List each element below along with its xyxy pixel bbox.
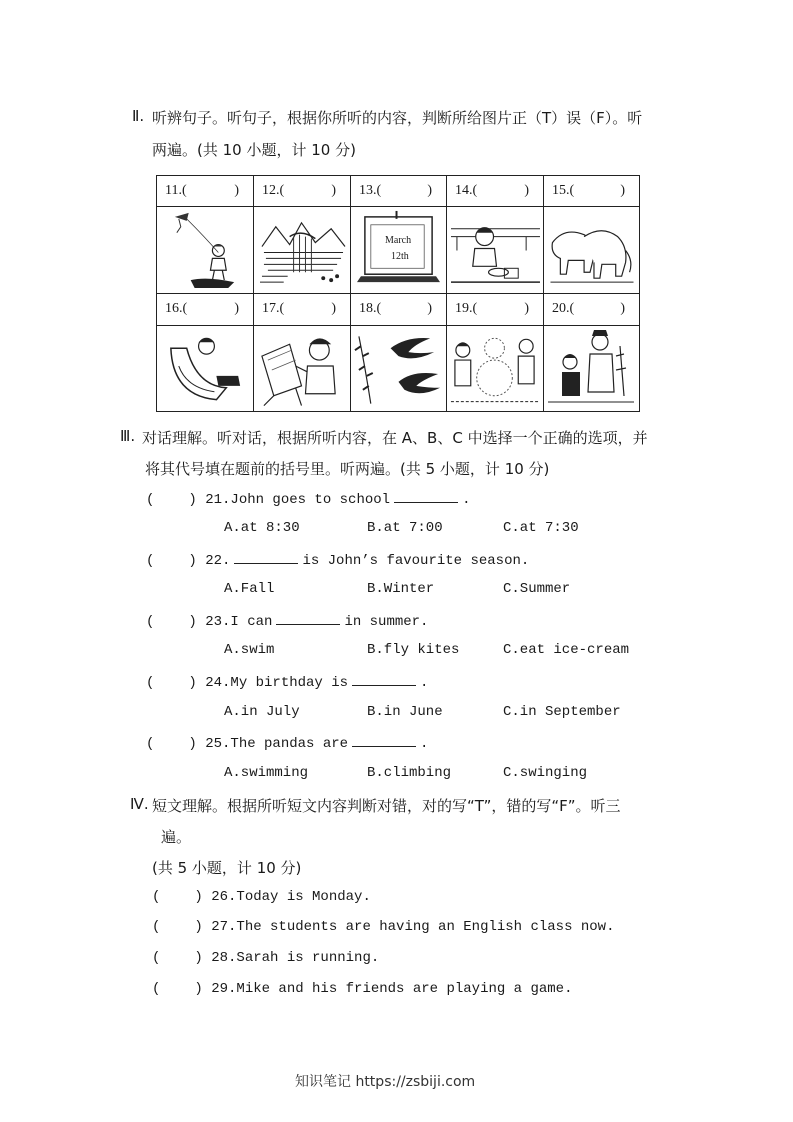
statement-text: 26.Today is Monday.: [211, 889, 371, 905]
picture-kids-snowman: [447, 326, 544, 411]
item-number: 14.(: [455, 183, 478, 198]
section2-numeral: Ⅱ.: [132, 107, 145, 125]
label-cell-17: [254, 294, 351, 326]
label-cell-13: [351, 176, 447, 207]
question-22: [146, 551, 529, 569]
section4-numeral: Ⅳ.: [130, 795, 149, 813]
picture-elephants: [544, 207, 639, 294]
item-number: 12.(: [262, 183, 285, 198]
item-27: [152, 919, 614, 935]
item-close-paren: ): [620, 183, 625, 198]
label-cell-11: [157, 176, 254, 207]
item-close-paren: ): [524, 301, 529, 316]
picture-mountain-lake: [254, 207, 351, 294]
question-text: 23.I can: [205, 614, 273, 630]
question-25: [146, 734, 428, 752]
picture-girl-watermelon: [157, 326, 254, 411]
section2-instruction-line2: 两遍。(共 10 小题，计 10 分): [152, 141, 356, 159]
cooking-boy-icon: [447, 207, 543, 293]
question-text-end: .: [462, 492, 471, 508]
watermelon-girl-icon: [157, 326, 253, 411]
option-b: B.climbing: [367, 765, 452, 781]
item-close-paren: ): [620, 301, 625, 316]
answer-close-paren: ): [194, 981, 203, 997]
item-close-paren: ): [331, 183, 336, 198]
picture-girl-drawing: [254, 326, 351, 411]
fill-blank[interactable]: [394, 490, 458, 503]
section4-instruction-line1: 短文理解。根据所听短文内容判断对错，对的写“T”，错的写“F”。听三: [152, 797, 621, 815]
elephants-icon: [544, 207, 639, 293]
fill-blank[interactable]: [234, 551, 298, 564]
answer-open-paren: (: [146, 614, 155, 630]
question-text-end: .: [420, 675, 429, 691]
statement-text: 27.The students are having an English class now.: [211, 919, 615, 935]
mountain-lake-icon: [254, 207, 350, 293]
picture-table: [156, 175, 640, 412]
question-text-end: in summer.: [344, 614, 429, 630]
answer-close-paren: ): [188, 553, 197, 569]
swallow-birds-icon: [351, 326, 446, 411]
question-text: 24.My birthday is: [205, 675, 349, 691]
item-number: 15.(: [552, 183, 575, 198]
question-24: [146, 673, 428, 691]
item-number: 13.(: [359, 183, 382, 198]
item-close-paren: ): [427, 301, 432, 316]
answer-open-paren: (: [146, 736, 155, 752]
label-cell-15: [544, 176, 639, 207]
option-b: B.at 7:00: [367, 520, 443, 536]
answer-close-paren: ): [188, 736, 197, 752]
question-text: 22.: [205, 553, 231, 569]
option-c: C.in September: [503, 704, 621, 720]
calendar-icon: [351, 207, 446, 293]
item-close-paren: ): [331, 301, 336, 316]
statement-text: 29.Mike and his friends are playing a game.: [211, 981, 573, 997]
label-cell-16: [157, 294, 254, 326]
answer-open-paren: (: [146, 492, 155, 508]
item-28: [152, 950, 379, 966]
answer-close-paren: ): [188, 675, 197, 691]
item-number: 11.(: [165, 183, 187, 198]
section2-instruction-line1: 听辨句子。听句子，根据你所听的内容，判断所给图片正（T）误（F）。听: [152, 109, 643, 127]
answer-open-paren: (: [146, 675, 155, 691]
item-close-paren: ): [524, 183, 529, 198]
question-text-end: .: [420, 736, 429, 752]
calendar-month: March: [385, 235, 412, 246]
option-a: A.at 8:30: [224, 520, 300, 536]
item-29: [152, 981, 572, 997]
option-c: C.swinging: [503, 765, 588, 781]
planting-kids-icon: [544, 326, 639, 411]
label-cell-19: [447, 294, 544, 326]
option-a: A.swimming: [224, 765, 309, 781]
label-cell-20: [544, 294, 639, 326]
item-close-paren: ): [234, 183, 239, 198]
fill-blank[interactable]: [352, 673, 416, 686]
item-number: 19.(: [455, 301, 478, 316]
item-number: 20.(: [552, 301, 575, 316]
option-c: C.at 7:30: [503, 520, 579, 536]
calendar-day: 12th: [391, 251, 409, 262]
option-b: B.Winter: [367, 581, 435, 597]
statement-text: 28.Sarah is running.: [211, 950, 380, 966]
option-c: C.eat ice-cream: [503, 642, 630, 658]
section4-instruction-line3: (共 5 小题，计 10 分): [152, 859, 302, 877]
option-a: A.swim: [224, 642, 275, 658]
picture-girl-flying-kite: [157, 207, 254, 294]
option-b: B.fly kites: [367, 642, 460, 658]
picture-boy-cooking: [447, 207, 544, 294]
item-close-paren: ): [427, 183, 432, 198]
option-b: B.in June: [367, 704, 443, 720]
label-cell-18: [351, 294, 447, 326]
option-c: C.Summer: [503, 581, 571, 597]
answer-open-paren: (: [152, 889, 161, 905]
section4-instruction-line2: 遍。: [161, 828, 192, 846]
kite-girl-icon: [157, 207, 253, 293]
section3-numeral: Ⅲ.: [120, 427, 136, 445]
snowman-kids-icon: [447, 326, 543, 411]
answer-open-paren: (: [152, 981, 161, 997]
answer-open-paren: (: [152, 919, 161, 935]
drawing-girl-icon: [254, 326, 350, 411]
picture-calendar: [351, 207, 447, 294]
option-a: A.in July: [224, 704, 300, 720]
section3-instruction-line2: 将其代号填在题前的括号里。听两遍。(共 5 小题，计 10 分): [145, 460, 550, 478]
answer-open-paren: (: [146, 553, 155, 569]
answer-close-paren: ): [188, 614, 197, 630]
answer-close-paren: ): [194, 919, 203, 935]
item-close-paren: ): [234, 301, 239, 316]
section3-instruction-line1: 对话理解。听对话，根据所听内容，在 A、B、C 中选择一个正确的选项，并: [142, 429, 648, 447]
question-text-end: is John’s favourite season.: [302, 553, 530, 569]
item-number: 16.(: [165, 301, 188, 316]
item-number: 18.(: [359, 301, 382, 316]
label-cell-12: [254, 176, 351, 207]
footer-watermark: 知识笔记 https://zsbiji.com: [295, 1074, 476, 1090]
item-26: [152, 889, 371, 905]
answer-close-paren: ): [188, 492, 197, 508]
question-text: 21.John goes to school: [205, 492, 391, 508]
question-21: [146, 490, 470, 508]
label-cell-14: [447, 176, 544, 207]
answer-close-paren: ): [194, 950, 203, 966]
fill-blank[interactable]: [352, 734, 416, 747]
fill-blank[interactable]: [276, 612, 340, 625]
answer-open-paren: (: [152, 950, 161, 966]
answer-close-paren: ): [194, 889, 203, 905]
option-a: A.Fall: [224, 581, 275, 597]
picture-swallows-willow: [351, 326, 447, 411]
item-number: 17.(: [262, 301, 285, 316]
question-23: [146, 612, 428, 630]
picture-kids-planting: [544, 326, 639, 411]
question-text: 25.The pandas are: [205, 736, 349, 752]
